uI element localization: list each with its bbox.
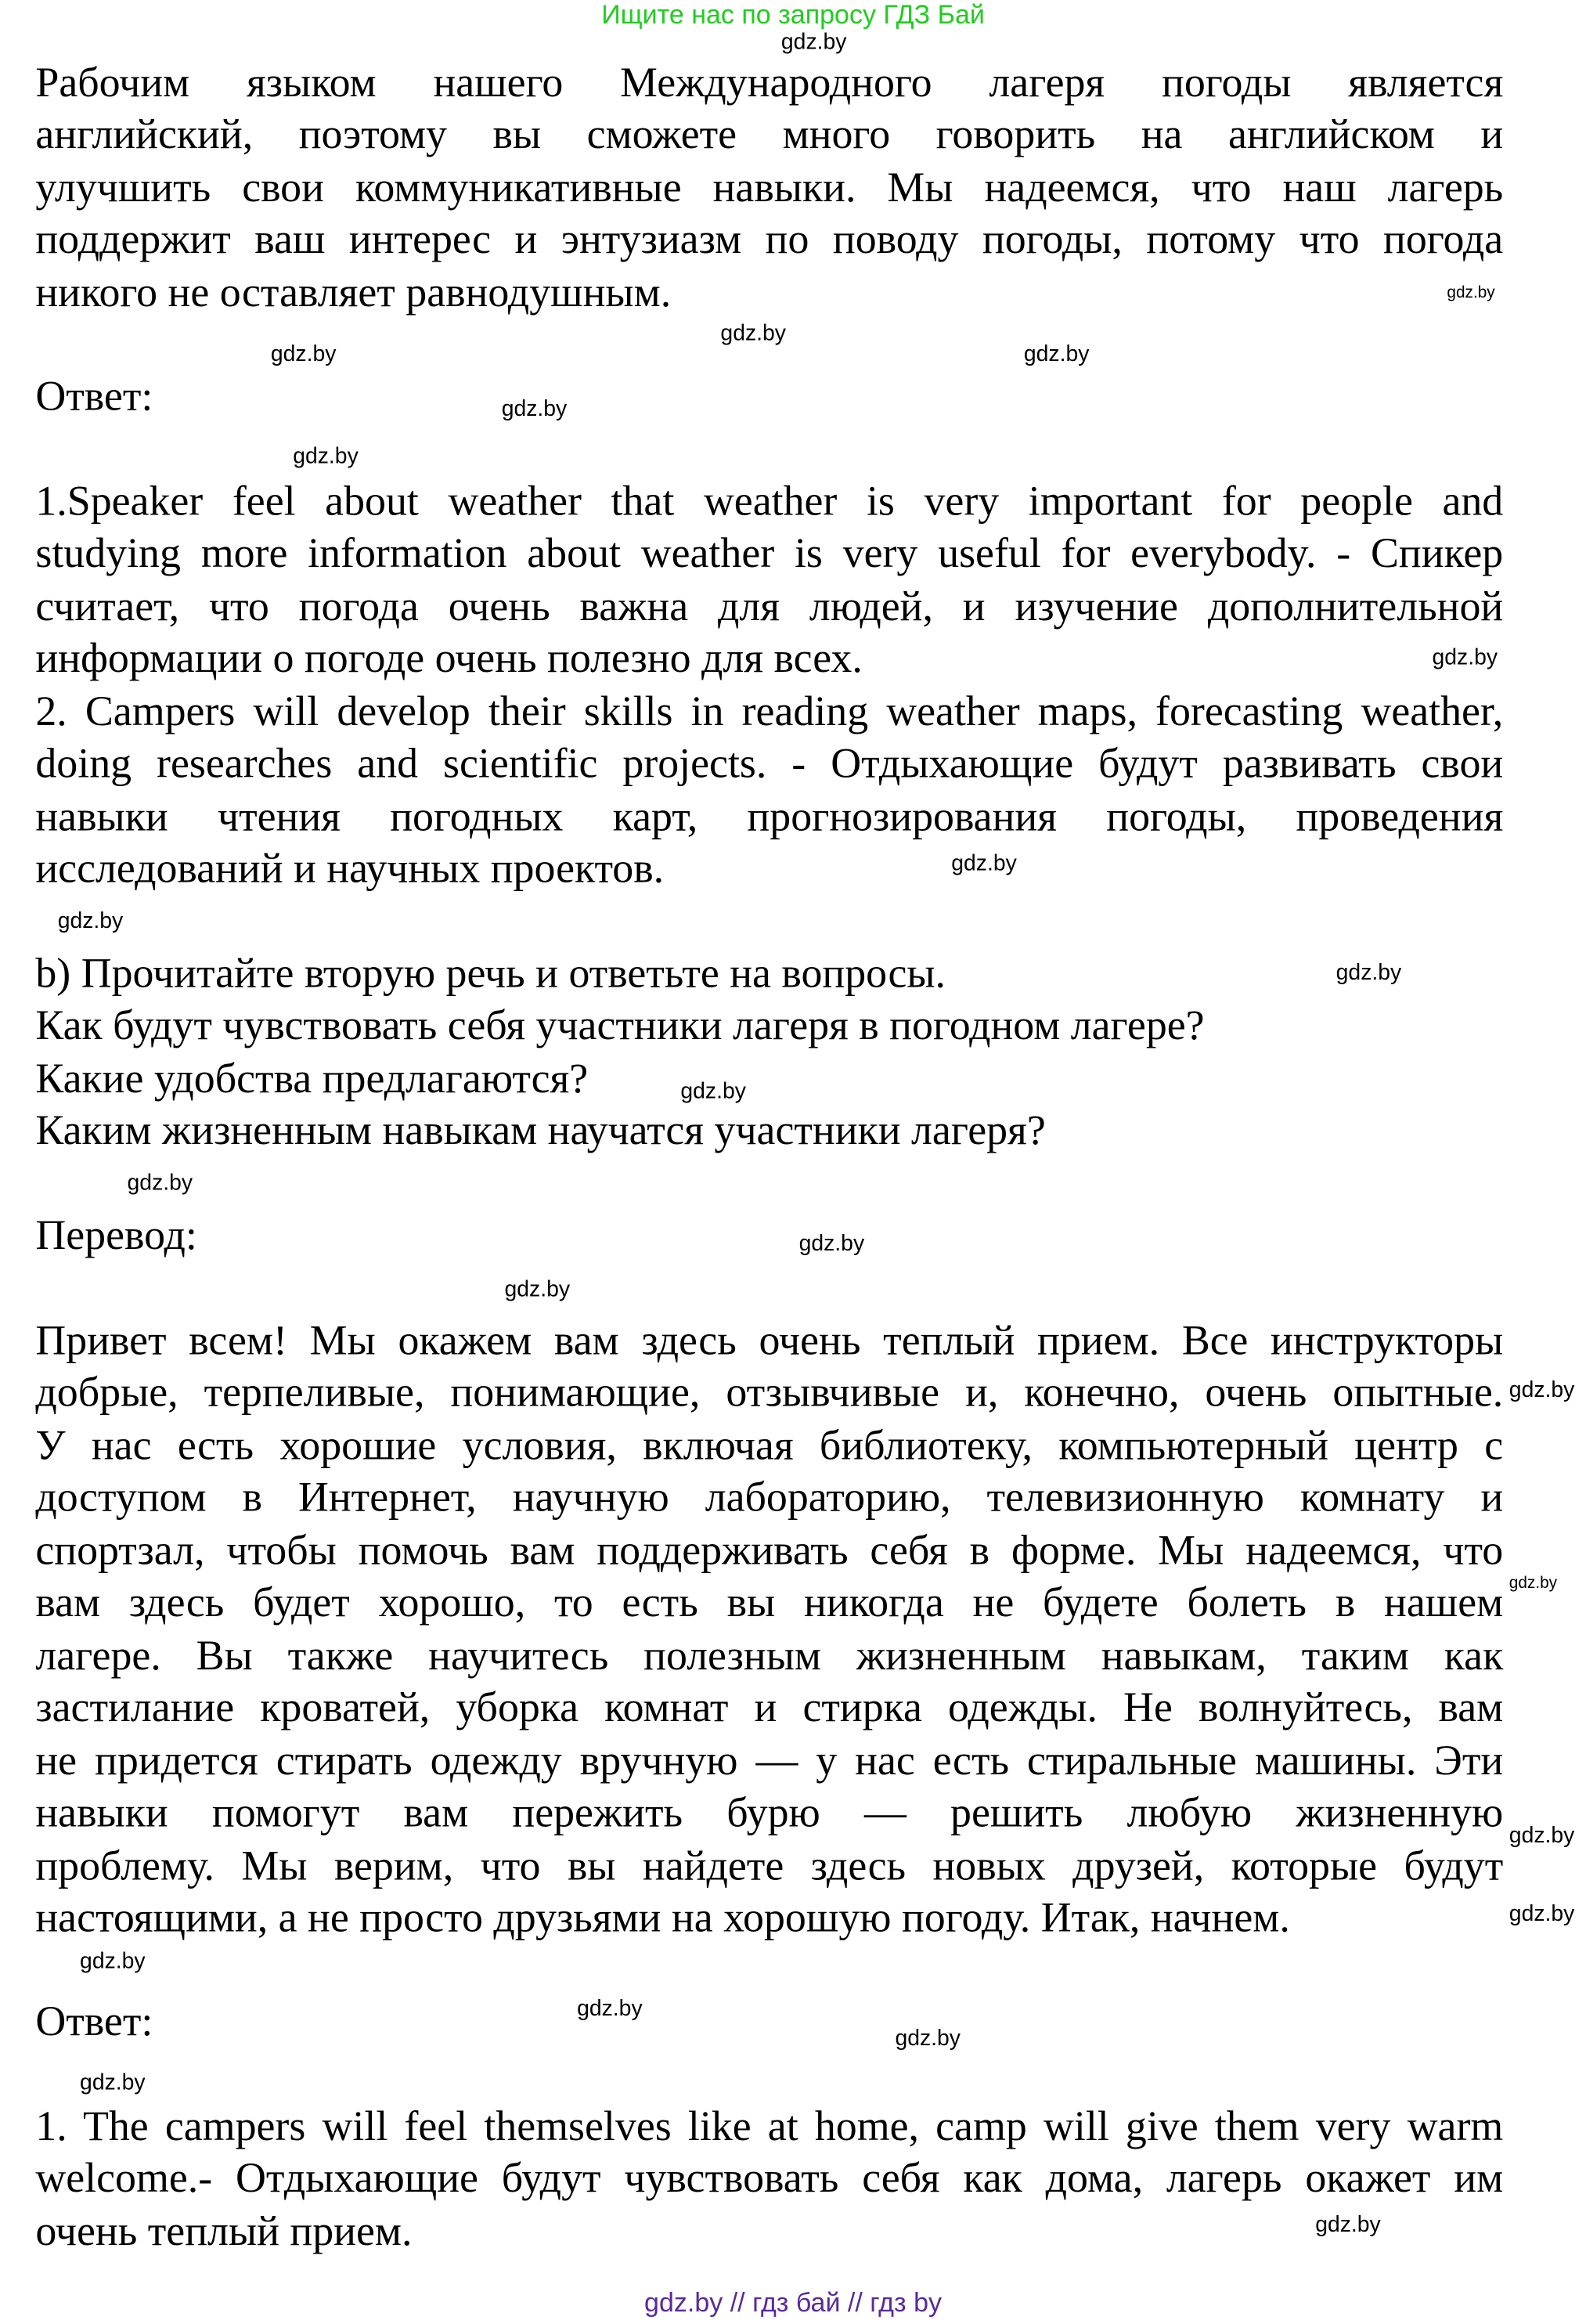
translation-paragraph-line: Привет всем! Мы окажем вам здесь очень теплый прием. Все инструкторы <box>35 1318 1504 1364</box>
translation-paragraph-line: спортзал, чтобы помочь вам поддерживать себя в форме. Мы надеемся, что <box>35 1528 1504 1575</box>
watermark: gdz.by <box>1509 1574 1558 1593</box>
search-banner: Ищите нас по запросу ГДЗ Бай <box>601 0 985 30</box>
translation-paragraph-line: добрые, терпеливые, понимающие, отзывчивые и, конечно, очень опытные. <box>35 1370 1504 1416</box>
answers-paragraph-line: навыки чтения погодных карт, прогнозирования погоды, проведения <box>35 793 1504 840</box>
watermark: gdz.by <box>127 1170 193 1196</box>
translation-paragraph-line: проблему. Мы верим, что вы найдете здесь новых друзей, которые будут <box>35 1842 1504 1889</box>
answers-paragraph-line: 1.Speaker feel about weather that weather is very important for people and <box>35 478 1504 525</box>
translation-paragraph-line: настоящими, а не просто друзьями на хорошую погоду. Итак, начнем. <box>35 1896 1290 1942</box>
watermark: gdz.by <box>780 29 847 55</box>
translation-paragraph-line: лагере. Вы также научитесь полезным жизненным навыкам, таким как <box>35 1633 1504 1680</box>
watermark: gdz.by <box>504 1277 571 1303</box>
watermark: gdz.by <box>1447 283 1495 302</box>
watermark: gdz.by <box>1509 1823 1575 1849</box>
intro-paragraph-line: английский, поэтому вы сможете много говорить на английском и <box>35 112 1504 159</box>
watermark: gdz.by <box>951 850 1017 876</box>
answers-paragraph-line: 2. Campers will develop their skills in reading weather maps, forecasting weather, <box>35 688 1504 735</box>
watermark: gdz.by <box>680 1078 746 1104</box>
translation-paragraph-line: навыки помогут вам пережить бурю — решить любую жизненную <box>35 1790 1504 1837</box>
watermark: gdz.by <box>1509 1377 1575 1403</box>
answers-paragraph-line: doing researches and scientific projects. - Отдыхающие будут развивать свои <box>35 741 1504 788</box>
answers-paragraph-line: 1. The campers will feel themselves like at home, camp will give them very warm <box>35 2103 1504 2150</box>
watermark: gdz.by <box>720 321 786 347</box>
watermark: gdz.by <box>80 2070 146 2096</box>
answers-paragraph-line: считает, что погода очень важна для людей, и изучение дополнительной <box>35 583 1504 630</box>
intro-paragraph-line: никого не оставляет равнодушным. <box>35 269 672 316</box>
answers-paragraph-line: исследований и научных проектов. <box>35 846 665 893</box>
answer-label-line: Ответ: <box>35 1998 153 2045</box>
intro-paragraph-line: поддержит ваш интерес и энтузиазм по поводу погоды, потому что погода <box>35 217 1504 264</box>
watermark: gdz.by <box>1432 645 1498 671</box>
watermark: gdz.by <box>798 1231 865 1257</box>
watermark: gdz.by <box>293 444 359 470</box>
watermark: gdz.by <box>501 396 568 422</box>
answers-paragraph-line: информации о погоде очень полезно для всех. <box>35 636 863 683</box>
task-b-questions-line: b) Прочитайте вторую речь и ответьте на вопросы. <box>35 951 946 997</box>
watermark: gdz.by <box>577 1996 643 2022</box>
answers-paragraph-line: очень теплый прием. <box>35 2208 413 2255</box>
watermark: gdz.by <box>57 908 124 934</box>
task-b-questions-line: Как будут чувствовать себя участники лагеря в погодном лагере? <box>35 1003 1205 1050</box>
translation-paragraph-line: застилание кроватей, уборка комнат и стирка одежды. Не волнуйтесь, вам <box>35 1685 1504 1732</box>
answers-paragraph-line: studying more information about weather is very useful for everybody. - Спикер <box>35 531 1504 578</box>
watermark: gdz.by <box>270 341 337 367</box>
watermark: gdz.by <box>80 1949 146 1975</box>
watermark: gdz.by <box>1023 341 1090 367</box>
translation-paragraph-line: вам здесь будет хорошо, то есть вы никогда не будете болеть в нашем <box>35 1580 1504 1627</box>
intro-paragraph-line: улучшить свои коммуникативные навыки. Мы надеемся, что наш лагерь <box>35 164 1504 211</box>
task-b-questions-line: Какие удобства предлагаются? <box>35 1056 589 1102</box>
watermark: gdz.by <box>895 2026 961 2052</box>
translation-paragraph-line: не придется стирать одежду вручную — у нас есть стиральные машины. Эти <box>35 1738 1504 1784</box>
footer-links[interactable]: gdz.by // гдз бай // гдз by <box>644 2287 943 2318</box>
watermark: gdz.by <box>1509 1901 1575 1927</box>
watermark: gdz.by <box>1315 2212 1381 2238</box>
task-b-questions-line: Каким жизненным навыкам научатся участники лагеря? <box>35 1108 1046 1155</box>
intro-paragraph-line: Рабочим языком нашего Международного лагеря погоды является <box>35 60 1504 106</box>
translation-paragraph-line: доступом в Интернет, научную лабораторию, телевизионную комнату и <box>35 1475 1504 1521</box>
answer-label-line: Ответ: <box>35 374 153 420</box>
translation-label-line: Перевод: <box>35 1212 197 1259</box>
watermark: gdz.by <box>1335 960 1402 986</box>
translation-paragraph-line: У нас есть хорошие условия, включая библиотеку, компьютерный центр с <box>35 1423 1504 1469</box>
answers-paragraph-line: welcome.- Отдыхающие будут чувствовать себя как дома, лагерь окажет им <box>35 2156 1504 2203</box>
